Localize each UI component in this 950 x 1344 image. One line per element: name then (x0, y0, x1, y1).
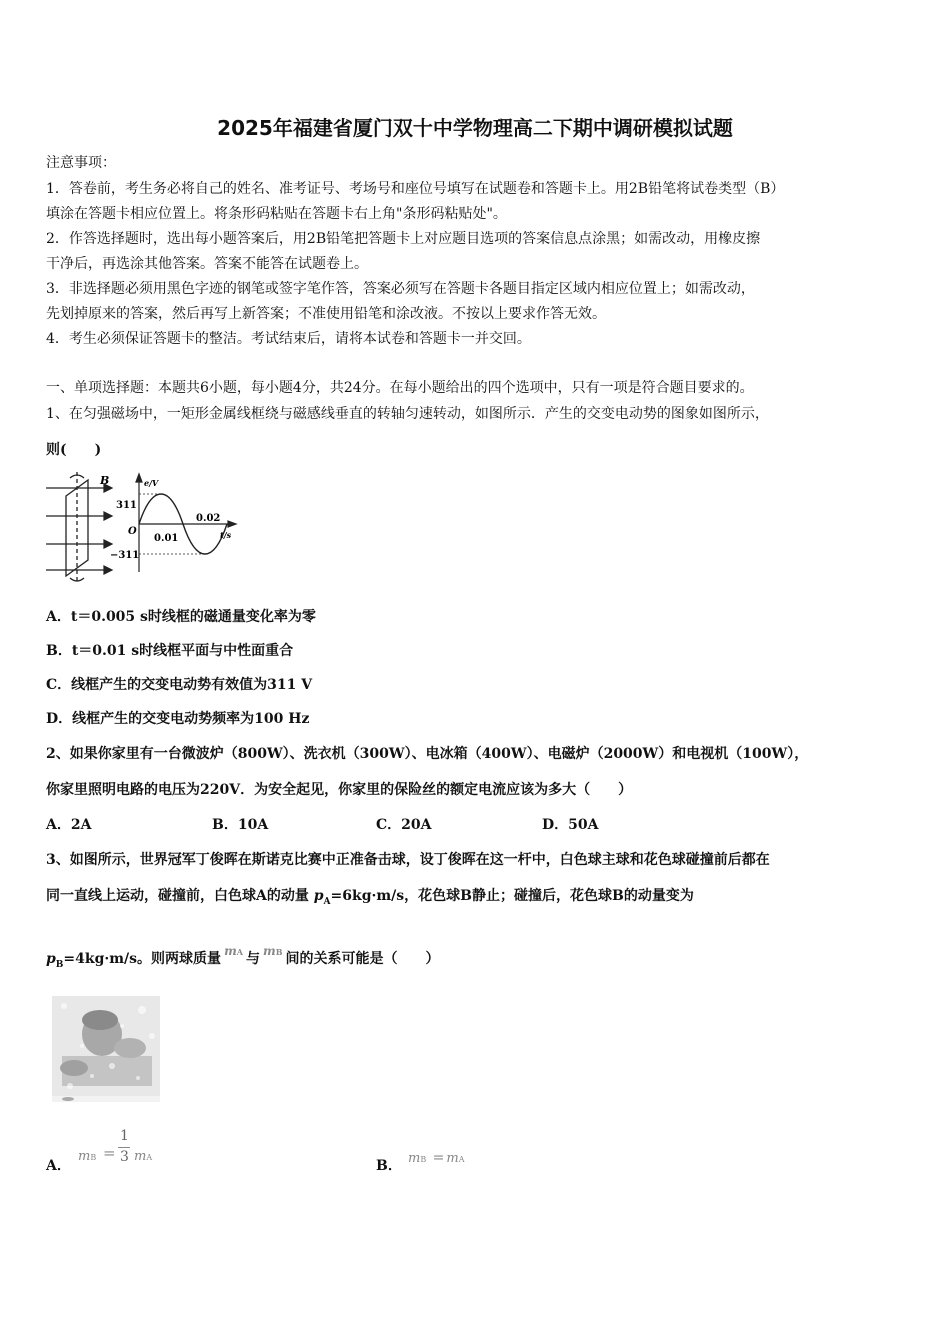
q2-option-a: A．2A (46, 817, 92, 833)
notice-line-7: 4．考生必须保证答题卡的整洁。考试结束后，请将本试卷和答题卡一并交回。 (46, 331, 531, 347)
graph-axes (136, 474, 236, 572)
t2-label: 0.02 (196, 513, 221, 524)
coil-frame (66, 472, 88, 584)
q1-option-d: D．线框产生的交变电动势频率为100 Hz (46, 711, 310, 727)
q3-stem-line-1: 3、如图所示，世界冠军丁俊晖在斯诺克比赛中正准备击球，设丁俊晖在这一杆中，白色球主球和花色球碰撞前后都在 (46, 852, 770, 868)
q1-option-b: B．t＝0.01 s时线框平面与中性面重合 (46, 643, 294, 659)
q1-figure (44, 472, 244, 584)
axis-x-label: t/s (220, 530, 232, 540)
q2-option-c: C．20A (376, 817, 432, 833)
q1-stem-line-2: 则( ) (46, 442, 102, 458)
q2-option-d: D．50A (542, 817, 599, 833)
axis-y-label: e/V (144, 478, 159, 488)
q3-stem-line-2: 同一直线上运动，碰撞前，白色球A的动量 $p_A=6kg\cdot m/s$，花色球B静止；碰撞后，花色球B的动量变为 (46, 888, 694, 907)
q2-stem-line-2: 你家里照明电路的电压为220V．为安全起见，你家里的保险丝的额定电流应该为多大（ ） (46, 782, 633, 798)
section-heading: 一、单项选择题：本题共6小题，每小题4分，共24分。在每小题给出的四个选项中，只有一项是符合题目要求的。 (46, 380, 754, 396)
q3-option-b-label: B． (376, 1158, 402, 1174)
q1-stem-line-1: 1、在匀强磁场中，一矩形金属线框绕与磁感线垂直的转轴匀速转动，如图所示．产生的交变电动势的图象如图所示， (46, 406, 769, 422)
q1-option-c: C．线框产生的交变电动势有效值为311 V (46, 677, 313, 693)
notice-line-6: 先划掉原来的答案，然后再写上新答案；不准使用铅笔和涂改液。不按以上要求作答无效。 (46, 306, 606, 322)
notice-line-3: 2．作答选择题时，选出每小题答案后，用2B铅笔把答题卡上对应题目选项的答案信息点涂黑；如需改动，用橡皮擦 (46, 231, 761, 247)
y-min-label: −311 (110, 550, 140, 561)
q3-option-b-formula: mB = mA (408, 1150, 465, 1166)
q3-stem-line-3: $p_B=4kg\cdot m/s$。则两球质量 mA 与 mB 间的关系可能是（ ） (46, 944, 440, 970)
page-title: 2025年福建省厦门双十中学物理高二下期中调研模拟试题 (217, 116, 733, 140)
notice-line-2: 填涂在答题卡相应位置上。将条形码粘贴在答题卡右上角"条形码粘贴处"。 (46, 206, 507, 222)
q2-option-b: B．10A (212, 817, 269, 833)
notice-heading: 注意事项： (46, 155, 116, 171)
field-lines (46, 484, 112, 574)
b-field-label: B (100, 474, 110, 487)
notice-line-1: 1．答卷前，考生务必将自己的姓名、准考证号、考场号和座位号填写在试题卷和答题卡上。用2B铅笔将试卷类型（B） (46, 181, 785, 197)
y-max-label: 311 (116, 500, 137, 511)
notice-line-4: 干净后，再选涂其他答案。答案不能答在试题卷上。 (46, 256, 368, 272)
q2-stem-line-1: 2、如果你家里有一台微波炉（800W）、洗衣机（300W）、电冰箱（400W）、电磁炉（2000W）和电视机（100W）， (46, 746, 809, 762)
origin-label: O (128, 526, 137, 537)
notice-line-5: 3．非选择题必须用黑色字迹的钢笔或签字笔作答，答案必须写在答题卡各题目指定区域内相应位置上；如需改动， (46, 281, 755, 297)
q3-photo (52, 996, 160, 1102)
q3-option-a-label: A． (46, 1158, 71, 1174)
t1-label: 0.01 (154, 533, 179, 544)
q1-option-a: A．t＝0.005 s时线框的磁通量变化率为零 (46, 609, 316, 625)
